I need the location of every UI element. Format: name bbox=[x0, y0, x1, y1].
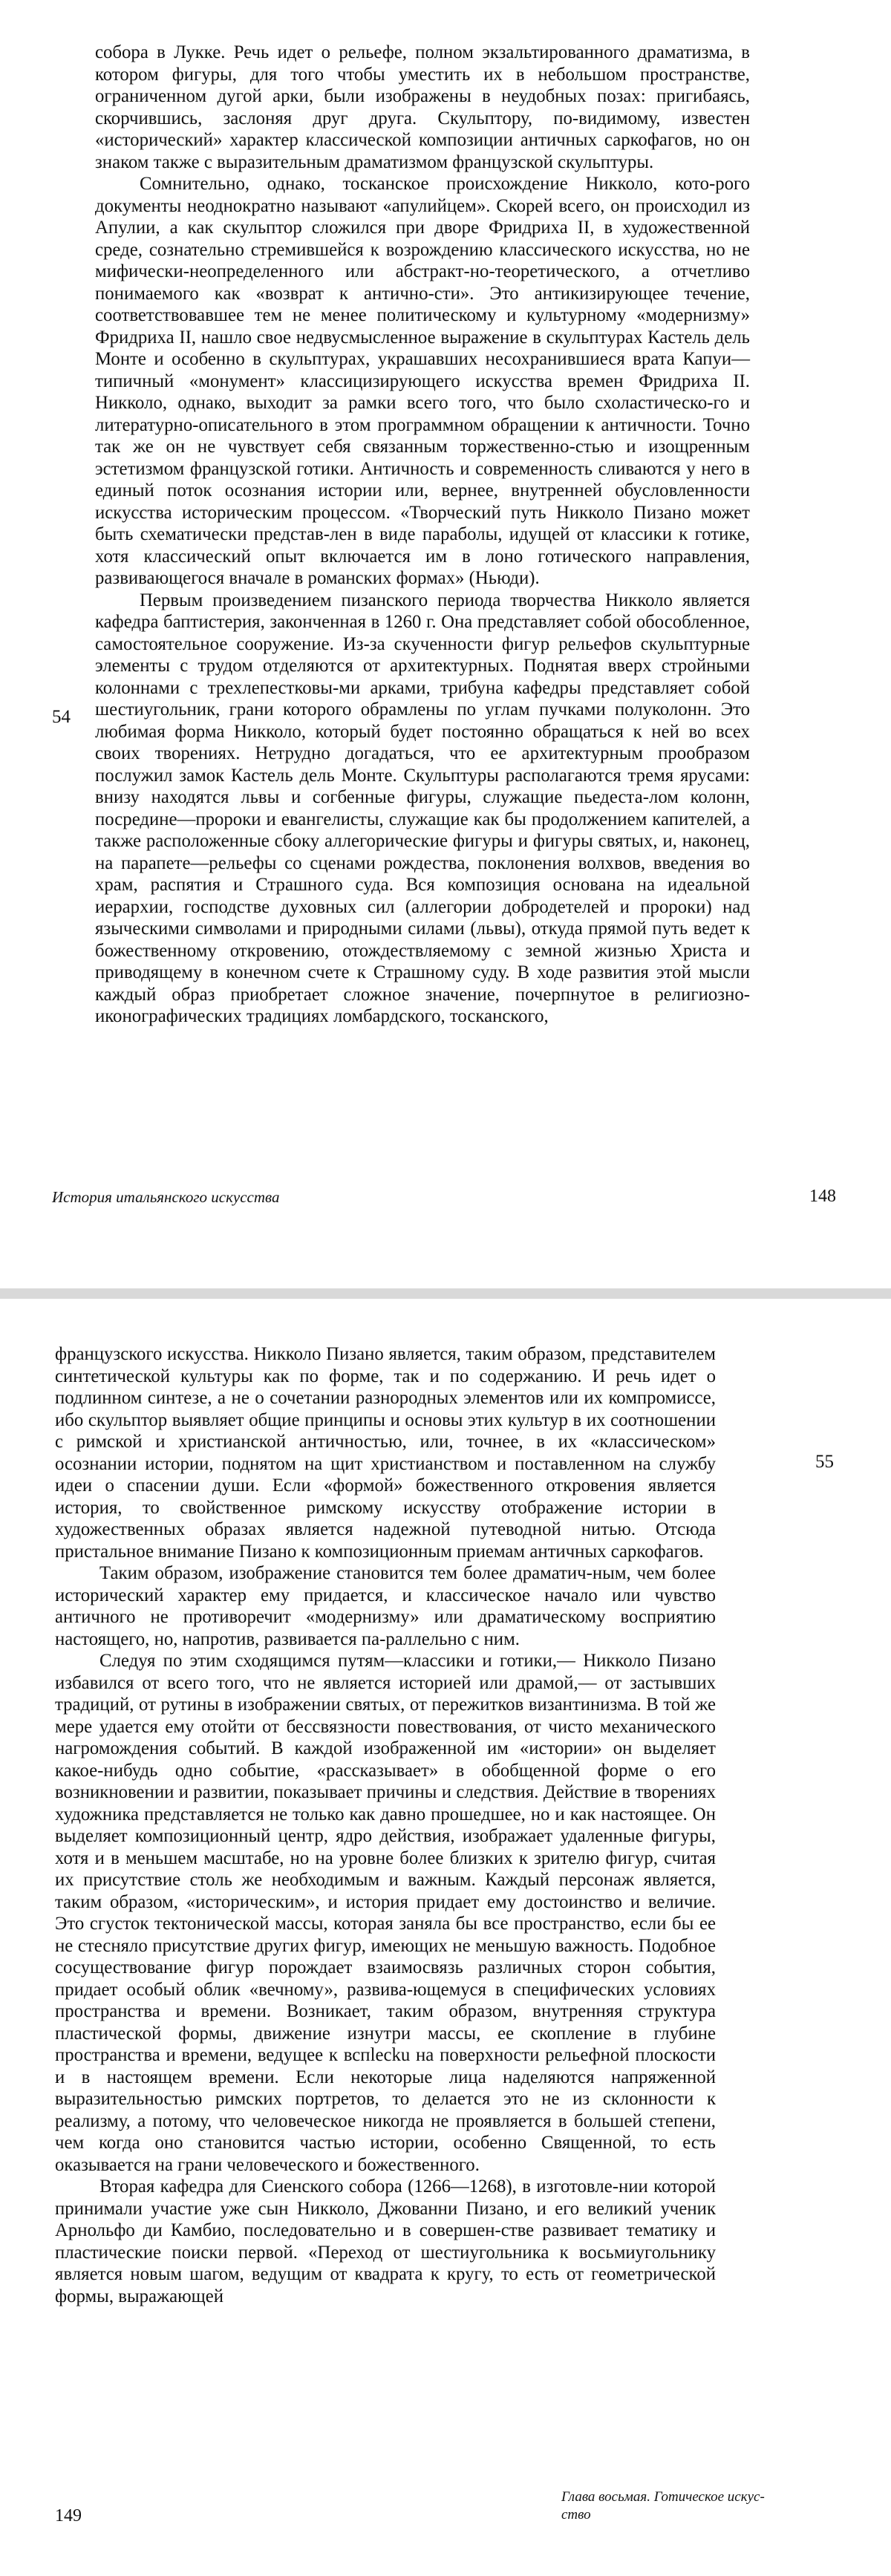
running-footer-title bbox=[561, 2488, 765, 2524]
page-number: 149 bbox=[55, 2506, 82, 2526]
page-149 bbox=[0, 1299, 891, 2576]
paragraph: Сомнительно, однако, тосканское происхождение Никколо, кото-рого документы неоднократно называют «апулийцем». Скорей всего, он происходил из Апулии, а как скульптор сложился при дворе Фридриха II, в художественной среде, сознательно стремившейся к возрождению классического искусства, но не мифически-неопределенного или абстракт-но-теоретического, а отчетливо понимаемого как «возврат к антично-сти». Это антикизирующее течение, соответствовавшее тем не менее политическому и культурному «модернизму» Фридриха II, нашло свое недвусмысленное выражение в скульптурах Кастель дель Монте и особенно в скульптурах, украшавших несохранившиеся врата Капуи— типичный «монумент» классицизирующего искусства времен Фридриха II. Никколо, однако, выходит за рамки всего того, что было схоластическо-го и литературно-описательного в этом программном обращении к античности. Точно так же он не чувствует себя связанным торжественно-стью и изощренным эстетизмом французской готики. Античность и современность сливаются у него в единый поток осознания истории или, вернее, внутренней обусловленности искусства историческим процессом. «Творческий путь Никколо Пизано может быть схематически представ-лен в виде параболы, идущей от классики к готике, хотя классический опыт включается им в лоно готического направления, развивающегося вначале в романских формах» (Ньюди). bbox=[95, 174, 750, 588]
paragraph: Следуя по этим сходящимся путям—классики и готики,— Никколо Пизано избавился от всего того, что не является историей или драмой,— от застывших традиций, от рутины в изображении святых, от пережитков византинизма. В той же мере удается ему отойти от бессвязности повествования, от чисто механического нагромождения событий. В каждой изображенной им «истории» он выделяет какое-нибудь одно событие, «рассказывает» в обобщенной форме о его возникновении и развитии, показывает причины и следствия. Действие в творениях художника представляется не только как давно прошедшее, но и как настоящее. Он выделяет композиционный центр, ядро действия, изображает удаленные фигуры, хотя и в меньшем масштабе, но на уровне более близких к зрителю фигур, считая их присутствие столь же необходимым и важным. Каждый персонаж является, таким образом, «историческим», и история придает ему достоинство и величие. Это сгусток тектонической массы, которая заняла бы все пространство, если бы ее не стесняло присутствие других фигур, имеющих не меньшую важность. Подобное сосуществование фигур порождает взаимосвязь различных сторон события, придает особый облик «вечному», развива-ющемуся в специфических условиях пространства и времени. Возникает, таким образом, внутренняя структура пластической формы, движение изнутри массы, ее скопление в глубине пространства и времени, ведущее к вспleсku на поверхности рельефной плоскости и в настоящем времени. Если некоторые лица наделяются напряженной выразительностью римских портретов, то делается это не из склонности к реализму, а потому, что человеческое никогда не проявляется в большей степени, чем когда оно становится частью истории, особенно Священной, то есть оказывается на грани человеческого и божественного. bbox=[55, 1651, 716, 2175]
running-footer-title: История итальянского искусства bbox=[52, 1188, 280, 1206]
page-149-body bbox=[55, 1343, 716, 2307]
page-separator bbox=[0, 1288, 891, 1299]
paragraph: французского искусства. Никколо Пизано является, таким образом, представителем синтетической культуры как по форме, так и по содержанию. И речь идет о подлинном синтезе, а не о сочетании разнородных элементов или их компромиссе, ибо скульптор выявляет общие принципы и основы этих культур в их соотношении с римской и христианской античностью, или, точнее, в их «классическом» осознании истории, поднятом на щит христианством и поставленном на службу идеи о спасении души. Если «формой» божественного откровения является история, то свойственное римскому искусству отображение истории в художественных образах является надежной путеводной нитью. Отсюда пристальное внимание Пизано к композиционным приемам античных саркофагов. bbox=[55, 1344, 716, 1562]
page-148-body bbox=[95, 42, 750, 1028]
paragraph: Первым произведением пизанского периода творчества Никколо является кафедра баптистерия, законченная в 1260 г. Она представляет собой обособленное, самостоятельное сооружение. Из-за скученности фигур рельефов скульптурные элементы с трудом отделяются от архитектурных. Поднятая вверх стройными колоннами с трехлепестковы-ми арками, трибуна кафедры представляет собой шестиугольник, грани которого обрамлены по углам пучками полуколонн. Это любимая форма Никколо, который будет постоянно обращаться к ней во всех своих творениях. Нетрудно догадаться, что ее архитектурным прообразом послужил замок Кастель дель Монте. Скульптуры располагаются тремя ярусами: внизу находятся львы и согбенные фигуры, служащие пьедеста-лом колонн, посредине—пророки и евангелисты, служащие как бы продолжением капителей, а также расположенные сбоку аллегорические фигуры и фигуры святых, и, наконец, на парапете—рельефы со сценами рождества, поклонения волхвов, введения во храм, распятия и Страшного суда. Вся композиция основана на идеальной иерархии, господстве духовных сил (аллегории добродетелей и пророки) над языческими символами и природными силами (львы), откуда прямой путь ведет к божественному откровению, отождествляемому с земной жизнью Христа и приводящему в конечном счете к Страшному суду. В ходе развития этой мысли каждый образ приобретает сложное значение, почерпнутое в религиозно-иконографических традициях ломбардского, тосканского, bbox=[95, 590, 750, 1026]
footer-title-line-2: ство bbox=[561, 2507, 591, 2523]
paragraph: Таким образом, изображение становится тем более драматич-ным, чем более исторический характер ему придается, и классическое начало или чувство античного не противоречит «модернизму» или драматическому восприятию настоящего, но, напротив, развивается па-раллельно с ним. bbox=[55, 1563, 716, 1649]
footer-title-line-1: Глава восьмая. Готическое искус- bbox=[561, 2489, 765, 2505]
margin-page-number: 54 bbox=[52, 707, 71, 727]
paragraph: собора в Лукке. Речь идет о рельефе, полном экзальтированного драматизма, в котором фигуры, для того чтобы уместить их в небольшом пространстве, ограниченном дугой арки, были изображены в неудобных позах: пригибаясь, скорчившись, заслоняя друг друга. Скульптору, по-видимому, известен «исторический» характер классической композиции античных саркофагов, но он знаком также с выразительным драматизмом французской скульптуры. bbox=[95, 42, 750, 172]
margin-page-number: 55 bbox=[815, 1452, 834, 1472]
paragraph: Вторая кафедра для Сиенского собора (1266—1268), в изготовле-нии которой принимали участие уже сын Никколо, Джованни Пизано, и его великий ученик Арнольфо ди Камбио, последовательно и в совершен-стве развивает тематику и пластические поиски первой. «Переход от шестиугольника к восьмиугольнику является новым шагом, ведущим от квадрата к кругу, то есть от геометрической формы, выражающей bbox=[55, 2176, 716, 2306]
page-number: 148 bbox=[809, 1187, 836, 1206]
